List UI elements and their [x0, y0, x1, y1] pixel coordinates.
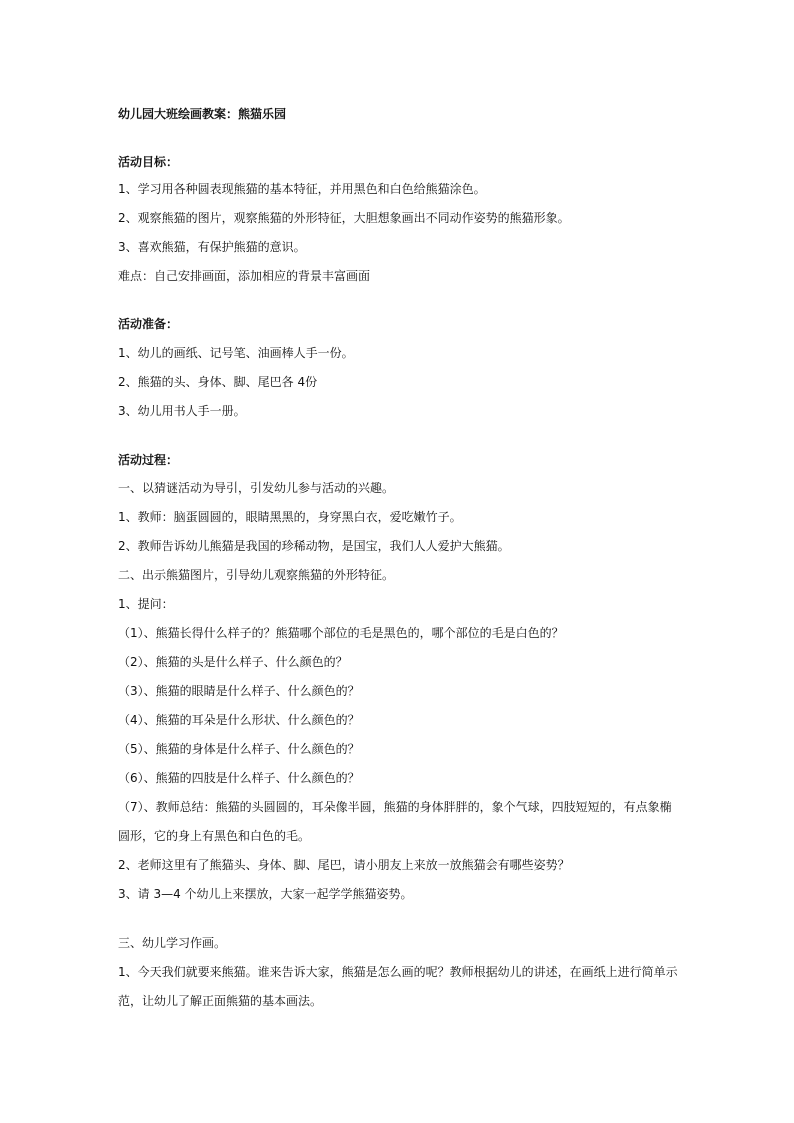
preparation-item-2: 2、熊猫的头、身体、脚、尾巴各 4份 [118, 375, 318, 389]
process-item-8: （3）、熊猫的眼睛是什么样子、什么颜色的？ [118, 684, 360, 698]
process-item-3: 2、教师告诉幼儿熊猫是我国的珍稀动物，是国宝，我们人人爱护大熊猫。 [118, 539, 510, 553]
process-item-2: 1、教师：脑蛋圆圆的，眼睛黑黑的，身穿黑白衣，爱吃嫩竹子。 [118, 510, 462, 524]
process-heading: 活动过程： [118, 453, 179, 467]
process-item-9: （4）、熊猫的耳朵是什么形状、什么颜色的？ [118, 713, 360, 727]
goals-item-2: 2、观察熊猫的图片，观察熊猫的外形特征，大胆想象画出不同动作姿势的熊猫形象。 [118, 211, 570, 225]
process-item-1: 一、以猜谜活动为导引，引发幼儿参与活动的兴趣。 [118, 481, 395, 495]
process-item-10: （5）、熊猫的身体是什么样子、什么颜色的？ [118, 742, 360, 756]
drawing-item-2: 1、今天我们就要来熊猫。谁来告诉大家，熊猫是怎么画的呢？教师根据幼儿的讲述，在画纸上进行简单示 [118, 965, 678, 979]
document-title: 幼儿园大班绘画教案：熊猫乐园 [118, 107, 287, 121]
process-item-4: 二、出示熊猫图片，引导幼儿观察熊猫的外形特征。 [118, 568, 395, 582]
goals-difficulty: 难点：自己安排画面，添加相应的背景丰富画面 [118, 269, 371, 283]
process-item-14: 2、老师这里有了熊猫头、身体、脚、尾巴，请小朋友上来放一放熊猫会有哪些姿势？ [118, 858, 570, 872]
goals-heading: 活动目标： [118, 155, 179, 169]
process-item-5: 1、提问： [118, 597, 174, 611]
preparation-heading: 活动准备： [118, 317, 179, 331]
drawing-item-3: 范，让幼儿了解正面熊猫的基本画法。 [118, 994, 323, 1008]
process-item-12: （7）、教师总结：熊猫的头圆圆的，耳朵像半圆，熊猫的身体胖胖的，象个气球，四肢短短的，有点象椭 [118, 800, 672, 814]
process-item-13: 圆形，它的身上有黑色和白色的毛。 [118, 829, 311, 843]
drawing-item-1: 三、幼儿学习作画。 [118, 936, 227, 950]
process-item-6: （1）、熊猫长得什么样子的？熊猫哪个部位的毛是黑色的，哪个部位的毛是白色的？ [118, 626, 564, 640]
process-item-11: （6）、熊猫的四肢是什么样子、什么颜色的？ [118, 771, 360, 785]
process-item-15: 3、请 3—4 个幼儿上来摆放，大家一起学学熊猫姿势。 [118, 887, 413, 901]
preparation-item-3: 3、幼儿用书人手一册。 [118, 404, 246, 418]
goals-item-3: 3、喜欢熊猫，有保护熊猫的意识。 [118, 240, 306, 254]
goals-item-1: 1、学习用各种圆表现熊猫的基本特征，并用黑色和白色给熊猫涂色。 [118, 182, 486, 196]
process-item-7: （2）、熊猫的头是什么样子、什么颜色的？ [118, 655, 348, 669]
preparation-item-1: 1、幼儿的画纸、记号笔、油画棒人手一份。 [118, 346, 354, 360]
